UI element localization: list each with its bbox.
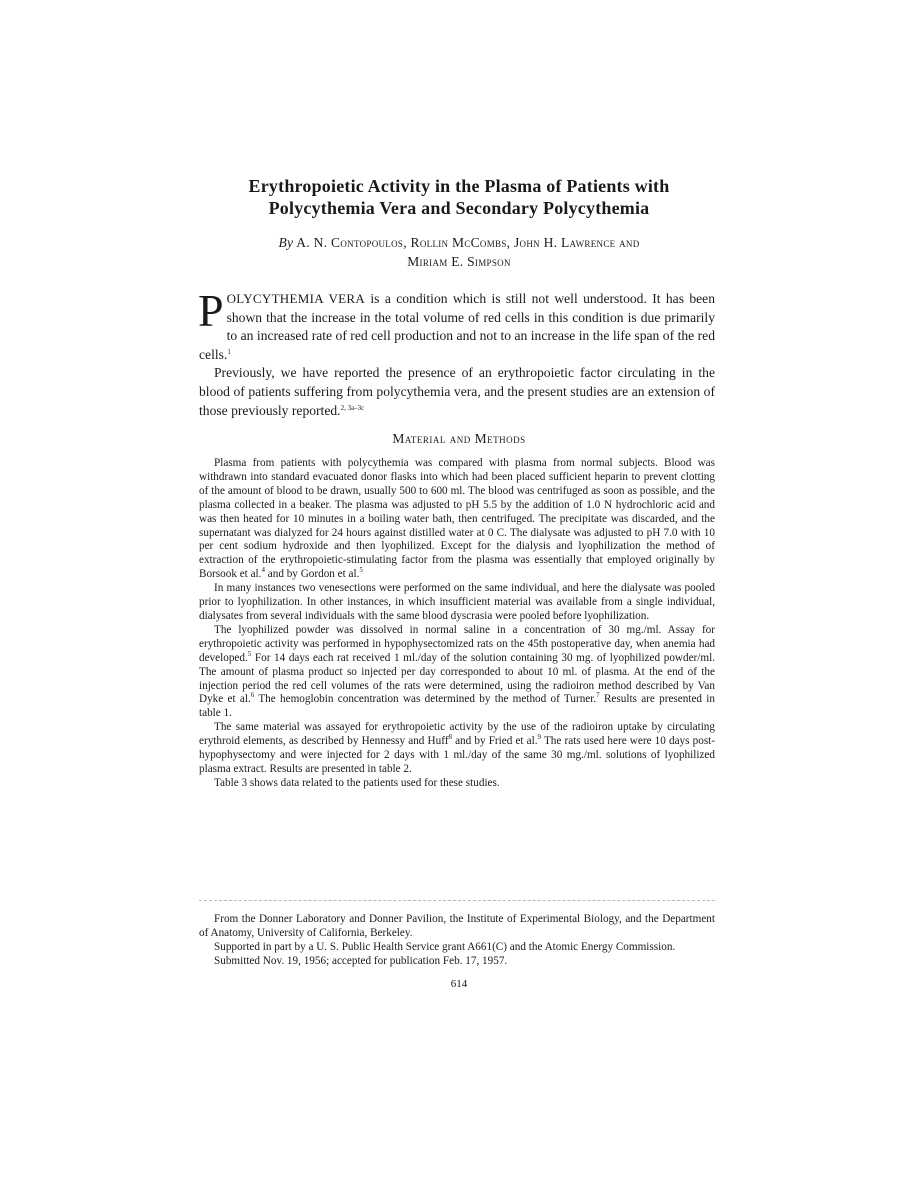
reference-mark: 7 [596, 691, 600, 700]
methods-paragraph-1 [199, 457, 715, 582]
reference-mark: 2, 3a–3c [340, 403, 365, 412]
footnote-divider [199, 900, 715, 901]
title-line-1: Erythropoietic Activity in the Plasma of Patients with [248, 176, 670, 196]
intro-paragraph-1 [198, 285, 715, 364]
intro-paragraph-2 [199, 364, 715, 420]
reference-mark: 4 [261, 566, 265, 575]
methods-paragraph-2: In many instances two venesections were performed on the same individual, and here the dialysate was pooled prior to lyophilization. In other instances, in which insufficient material was available from a single individual, dialysates from several individuals with the same blood dyscrasia were pooled before lyophilization. [199, 582, 715, 622]
byline-prefix: By [278, 235, 294, 250]
reference-mark: 8 [448, 733, 452, 742]
methods-text: The same material was assayed for erythropoietic activity by the use of the radioiron uptake by circulating erythroid elements, as described by Hennessy and Huff [199, 721, 715, 748]
footnotes [199, 912, 715, 968]
article-title [160, 175, 758, 219]
methods-paragraph-3 [199, 624, 715, 721]
footnote-funding: Supported in part by a U. S. Public Health Service grant A661(C) and the Atomic Energy Commission. [214, 941, 676, 953]
lead-words: OLYCYTHEMIA VERA [226, 291, 366, 306]
reference-mark: 1 [227, 347, 231, 356]
reference-mark: 5 [247, 649, 252, 658]
methods-text: The rats used here were 10 days post-hypophysectomy and were injected for 2 days with 1 ml./day of the same 30 mg./ml. solutions of lyophilized plasma extract. Results are presented in table 2. [199, 735, 716, 775]
reference-mark: 9 [537, 733, 542, 742]
authors-line-1: A. N. Contopoulos, Rollin McCombs, John H. Lawrence and [296, 235, 640, 250]
methods-text: The hemoglobin concentration was determined by the method of Turner. [254, 693, 597, 706]
methods-text: For 14 days each rat received 1 ml./day of the solution containing 30 mg. of lyophilized powder/ml. The amount of plasma product so injected per day corresponded to about 10 ml. of plasma. At the end of the injection period the red cell volumes of the rats were determined, using the radioiron method described by Van Dyke et al. [199, 651, 715, 706]
methods-text: The lyophilized powder was dissolved in normal saline in a concentration of 30 mg./ml. Assay for erythropoietic activity was performed in hypophysectomized rats on the 45th postoperative day, when anemia had developed. [199, 623, 715, 664]
methods-body [199, 457, 715, 791]
authors-line-2: Miriam E. Simpson [407, 254, 511, 269]
footnote-dates: Submitted Nov. 19, 1956; accepted for publication Feb. 17, 1957. [214, 955, 508, 967]
methods-text: Plasma from patients with polycythemia was compared with plasma from normal subjects. Blood was withdrawn into standard evacuated donor flasks into which had been placed sufficient heparin to prevent clotting of the amount of blood to be drawn, usually 500 to 600 ml. The blood was centrifuged as soon as possible, and the plasma collected in a beaker. The plasma was adjusted to pH 5.5 by the addition of 1.0 N hydrochloric acid and was then heated for 10 minutes in a boiling water bath, then centrifuged. The precipitate was discarded, and the supernatant was dialyzed for 24 hours against distilled water at 0 C. The dialysate was adjusted to pH 7.0 with 10 per cent sodium hydroxide and then lyophilized. Except for the dialysis and lyophilization the method of extraction of the erythropoietic-stimulating factor from the plasma was essentially that employed originally by Borsook et al. [199, 457, 715, 581]
reference-mark: 6 [250, 691, 255, 700]
reference-mark: 5 [359, 566, 363, 575]
drop-cap: P [198, 285, 224, 336]
methods-paragraph-4 [199, 721, 715, 777]
methods-text: and by Fried et al. [451, 735, 538, 748]
intro-text-2: Previously, we have reported the presence of an erythropoietic factor circulating in the blood of patients suffering from polycythemia vera, and the present studies are an extension of those previously reported. [199, 365, 715, 418]
page-number: 614 [450, 978, 468, 990]
footnote-affiliation: From the Donner Laboratory and Donner Pavilion, the Institute of Experimental Biology, and the Department of Anatomy, University of California, Berkeley. [199, 913, 715, 939]
methods-text: and by Gordon et al. [264, 568, 360, 581]
intro-text-1: is a condition which is still not well understood. It has been shown that the increase in the total volume of red cells in this condition is due primarily to an increased rate of red cell production and not to an increase in the life span of the red cells. [199, 291, 715, 362]
title-line-2: Polycythemia Vera and Secondary Polycythemia [268, 198, 650, 218]
introduction [198, 285, 715, 420]
author-byline [160, 233, 758, 271]
methods-text: Results are presented in table 1. [199, 693, 716, 720]
section-heading: Material and Methods [392, 431, 526, 446]
methods-paragraph-5: Table 3 shows data related to the patients used for these studies. [214, 776, 500, 789]
